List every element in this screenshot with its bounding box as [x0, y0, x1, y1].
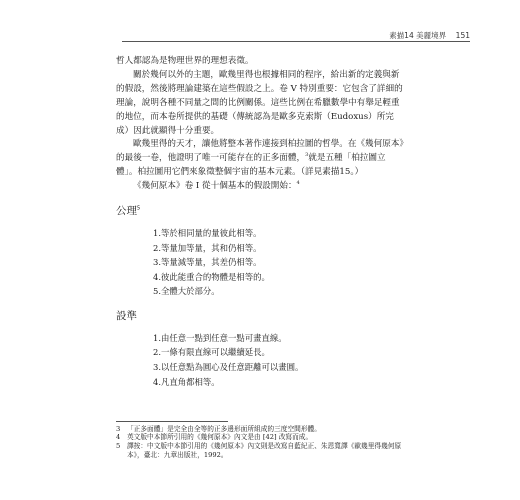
axiom-item: 3.等量減等量，其差仍相等。 [153, 257, 262, 268]
footnote-text: 譯按：中文版中本節引用的《幾何原本》內文則是改寫自藍紀正、朱恩寬譯《歐幾里得幾何原本》，臺北：九章出版社，1992。 [127, 441, 402, 459]
header-chapter: 素描14 [389, 31, 414, 40]
axiom-item: 4.彼此能重合的物體是相等的。 [153, 271, 270, 282]
axioms-title: 公理 [116, 205, 137, 218]
paragraph-intro: 哲人都認為是物理世界的理想表徵。 [116, 56, 254, 66]
axioms-heading [116, 205, 406, 219]
paragraph-assumptions-text: 《幾何原本》卷 I 從十個基本的假設開始： [133, 181, 297, 192]
header-rule [122, 41, 470, 42]
paragraph-assumptions [116, 180, 406, 194]
footnote-number: 5 [116, 441, 121, 450]
footnote-4 [116, 433, 406, 442]
paragraph-platonic [116, 138, 406, 180]
footnote-separator [116, 421, 228, 422]
running-header [350, 30, 470, 41]
postulates-heading: 設準 [116, 309, 137, 322]
paragraph-platonic-a: 歐幾里得的天才，讓他將整本著作連接到柏拉圖的哲學。在《幾何原本》的最後一卷，他證明了唯一可能存在的正多面體， [116, 139, 404, 164]
postulate-item: 4.凡直角都相等。 [153, 376, 220, 387]
footnote-text: 英文版中本節所引用的《幾何原本》內文是由 [42] 改寫而成。 [127, 433, 313, 442]
footnote-5 [116, 442, 406, 459]
axiom-item: 2.等量加等量，其和仍相等。 [153, 242, 262, 253]
footnote-number: 4 [116, 433, 121, 442]
footnote-text: 「正多面體」是完全由全等的正多邊形面所組成的三度空間形體。 [127, 424, 321, 433]
header-title: 美麗境界 [416, 31, 447, 40]
page-number: 151 [455, 31, 470, 40]
axioms-list [116, 226, 406, 299]
postulate-item: 3.以任意點為圓心及任意距離可以畫圓。 [153, 362, 304, 373]
paragraph-proportions: 關於幾何以外的主題，歐幾里得也根據相同的程序，給出新的定義與新的假設，然後將理論建築在這些假設之上。卷 V 特別重要：它包含了詳細的理論，說明各種不同量之間的比例關係。這些比例在希臘數學中有舉足輕重的地位，而本卷所提供的基礎（傳統認為是歐多克索斯（Eudoxus）所完成）因此就顯得十分重要。 [116, 69, 403, 136]
footnote-number: 3 [116, 424, 121, 433]
footnote-ref-4: 4 [296, 180, 300, 187]
paragraph-platonic-b: 就是五種「柏拉圖立體」。柏拉圖用它們來象徵整個宇宙的基本元素。（詳見素描15。） [116, 153, 386, 178]
page-body [116, 55, 406, 389]
postulate-item: 1.由任意一點到任意一點可畫直線。 [153, 332, 287, 343]
footnotes [116, 421, 406, 459]
axiom-item: 5.全體大於部分。 [153, 286, 220, 297]
footnote-ref-5: 5 [137, 205, 141, 212]
footnote-ref-3: 3 [305, 152, 309, 159]
axiom-item: 1.等於相同量的量彼此相等。 [153, 227, 262, 238]
postulates-list [116, 331, 406, 389]
postulate-item: 2.一條有限直線可以繼續延長。 [153, 347, 270, 358]
